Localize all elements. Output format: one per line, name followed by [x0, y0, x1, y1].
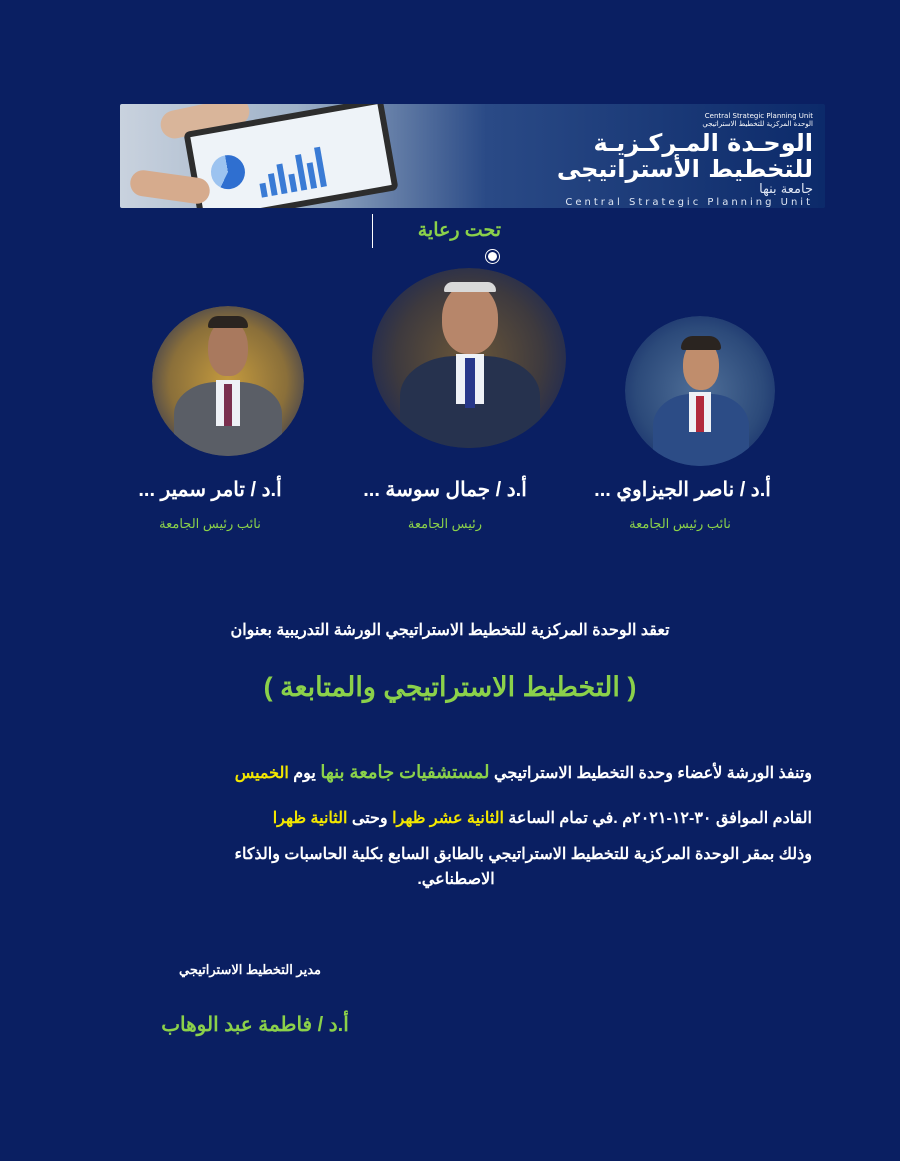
workshop-details	[100, 750, 812, 895]
official-name-naser: أ.د / ناصر الجيزاوي ...	[594, 479, 771, 501]
logo-tiny-en: Central Strategic Planning Unit	[704, 112, 813, 120]
official-role-naser: نائب رئيس الجامعة	[629, 516, 731, 531]
official-name-gamal: أ.د / جمال سوسة ...	[363, 479, 527, 501]
officials-names	[0, 472, 900, 512]
unit-name-en: Central Strategic Planning Unit	[565, 197, 813, 208]
workshop-title: ( التخطيط الاستراتيجي والمتابعة )	[263, 672, 637, 702]
portrait-tamer	[152, 306, 304, 456]
bar-chart-icon	[255, 147, 327, 198]
official-role-tamer: نائب رئيس الجامعة	[159, 516, 261, 531]
unit-name-line1: الوحـدة المـركـزيـة	[593, 129, 813, 157]
unit-name-line2: للتخطيط الأستراتيجى	[556, 155, 813, 183]
university-name: جامعة بنها	[759, 182, 813, 197]
unit-logo-text	[473, 112, 813, 208]
announcement-intro: تعقد الوحدة المركزية للتخطيط الاستراتيجي الورشة التدريبية بعنوان	[230, 622, 670, 639]
details-text: يوم	[288, 765, 321, 782]
highlight-day: الخميس	[234, 765, 289, 782]
official-name-tamer: أ.د / تامر سمير ...	[138, 479, 282, 501]
signature-title: مدير التخطيط الاستراتيجي	[178, 962, 321, 977]
signature-name: أ.د / فاطمة عبد الوهاب	[161, 1014, 349, 1036]
official-role-gamal: رئيس الجامعة	[407, 516, 483, 531]
details-text: وتنفذ الورشة لأعضاء وحدة التخطيط الاستراتيجي	[489, 765, 812, 782]
header-banner	[120, 104, 825, 208]
highlight-end-time: الثانية ظهرا	[272, 810, 348, 827]
portrait-gamal	[372, 268, 566, 448]
pie-chart-icon	[208, 152, 247, 191]
highlight-start-time: الثانية عشر ظهرا	[392, 810, 504, 827]
patron-label: تحت رعاية	[372, 214, 501, 248]
details-text: وذلك بمقر الوحدة المركزية للتخطيط الاستراتيجي بالطابق السابع بكلية الحاسبات والذكاء	[234, 846, 812, 863]
portrait-naser	[625, 316, 775, 466]
details-line1	[100, 750, 812, 796]
bullet-dot	[486, 250, 499, 263]
highlight-hospitals: لمستشفيات جامعة بنها	[320, 762, 490, 782]
details-text: وحتى	[347, 810, 393, 827]
details-line2	[100, 796, 812, 841]
details-text: القادم الموافق ٣٠-١٢-٢٠٢١م .في تمام الساعة	[503, 810, 812, 827]
details-line4: الاصطناعي.	[417, 871, 495, 888]
logo-tiny-ar: الوحدة المركزية للتخطيط الاستراتيجي	[702, 120, 813, 128]
